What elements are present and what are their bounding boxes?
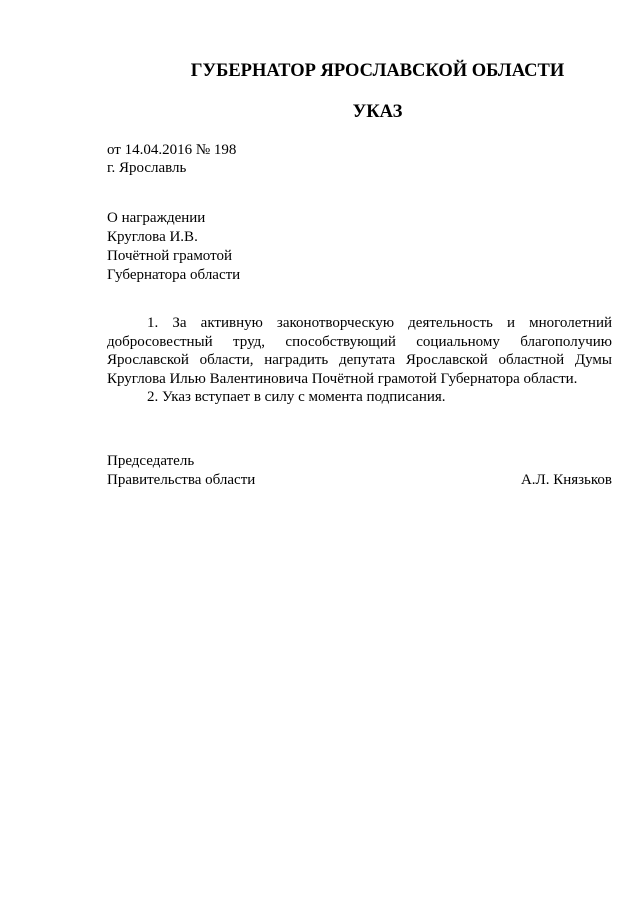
signatory-name: А.Л. Князьков [520, 471, 612, 488]
decree-paragraph: 2. Указ вступает в силу с момента подписания. [147, 389, 446, 405]
subject-line: Круглова И.В. [107, 229, 198, 245]
signature-row [107, 471, 612, 490]
decree-paragraph: 1. За активную законотворческую деятельность и многолетний добросовестный труд, способствующий социальному благополучию Ярославской области, наградить депутата Ярославской областной Думы Круглова Илью Валентиновича Почётной грамотой Губернатора области. [107, 315, 612, 387]
authority-heading: ГУБЕРНАТОР ЯРОСЛАВСКОЙ ОБЛАСТИ [190, 61, 565, 81]
place-line: г. Ярославль [107, 160, 187, 176]
subject-line: О награждении [107, 210, 206, 226]
document-meta [107, 141, 236, 177]
signature-block [107, 452, 612, 489]
decree-body [107, 314, 612, 407]
signatory-position-line2: Правительства области [107, 471, 256, 488]
document-type-heading: УКАЗ [352, 102, 403, 122]
signatory-position-line1: Председатель [107, 453, 195, 469]
subject-block [107, 209, 240, 285]
subject-line: Губернатора области [107, 267, 241, 283]
date-number-line: от 14.04.2016 № 198 [107, 142, 237, 158]
subject-line: Почётной грамотой [107, 248, 232, 264]
